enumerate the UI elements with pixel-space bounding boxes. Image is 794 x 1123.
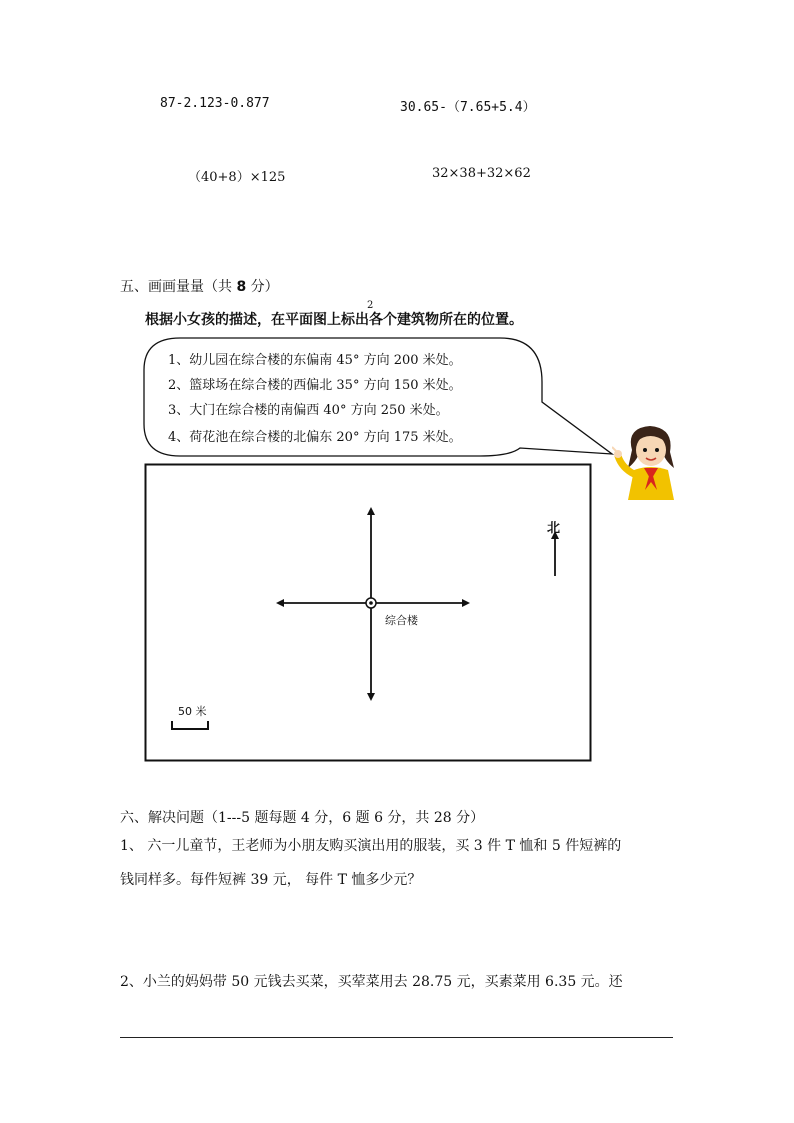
calc-3: （40+8）×125 (188, 170, 286, 185)
problem1-line1: 1、 六一儿童节，王老师为小朋友购买演出用的服装，买 3 件 T 恤和 5 件短裤的 (120, 838, 622, 854)
section6-title: 六、解决问题（1---5 题每题 4 分，6 题 6 分，共 28 分） (120, 810, 485, 826)
stray-mark: 2 (367, 300, 374, 311)
calc-4: 32×38+32×62 (432, 166, 531, 181)
section5-title-prefix: 五、画画量量（共 (120, 279, 237, 295)
calc-1: 87-2.123-0.877 (160, 96, 270, 111)
bubble-line-2: 2、篮球场在综合楼的西偏北 35° 方向 150 米处。 (168, 378, 462, 393)
section5-title-suffix: 分） (246, 279, 279, 295)
section5-title-points: 8 (236, 279, 247, 295)
scale-label: 50 米 (178, 705, 207, 718)
problem2-line1: 2、小兰的妈妈带 50 元钱去买菜，买荤菜用去 28.75 元，买素菜用 6.35 元。还 (120, 974, 623, 990)
bubble-line-1: 1、幼儿园在综合楼的东偏南 45° 方向 200 米处。 (168, 353, 462, 368)
calc-2: 30.65-（7.65+5.4） (400, 100, 536, 115)
bubble-line-3: 3、大门在综合楼的南偏西 40° 方向 250 米处。 (168, 403, 449, 418)
section5-title (120, 276, 279, 296)
scale-bar (172, 721, 208, 729)
bottom-rule (120, 1037, 673, 1038)
north-label: 北 (547, 521, 561, 536)
problem1-line2: 钱同样多。每件短裤 39 元， 每件 T 恤多少元？ (120, 872, 422, 888)
section5-instruction: 根据小女孩的描述，在平面图上标出各个建筑物所在的位置。 (145, 312, 523, 328)
bubble-line-4: 4、荷花池在综合楼的北偏东 20° 方向 175 米处。 (168, 430, 462, 445)
girl-illustration (612, 420, 692, 502)
plan-map (144, 463, 594, 763)
map-frame (146, 465, 591, 761)
center-label: 综合楼 (385, 614, 418, 627)
